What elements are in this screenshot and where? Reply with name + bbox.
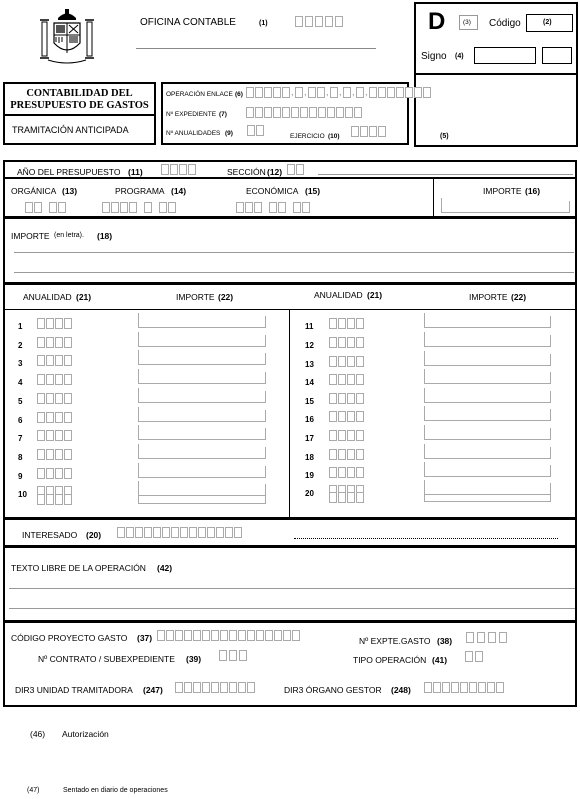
anualidad-label-right: ANUALIDAD bbox=[314, 290, 363, 300]
annuity-row-number: 2 bbox=[18, 341, 23, 350]
importe-label: IMPORTE bbox=[483, 186, 522, 196]
annuity-year-cells[interactable] bbox=[329, 337, 364, 348]
annuity-year-cells[interactable] bbox=[37, 468, 72, 479]
annuity-row-number: 10 bbox=[18, 490, 27, 499]
dir3-unidad-label: DIR3 UNIDAD TRAMITADORA bbox=[15, 685, 133, 695]
programa-label: PROGRAMA bbox=[115, 186, 165, 196]
annuity-row-number: 4 bbox=[18, 378, 23, 387]
annuity-year-cells[interactable] bbox=[37, 412, 72, 423]
importe-ref-left: (22) bbox=[218, 292, 234, 302]
section-label: SECCIÓN bbox=[227, 167, 266, 177]
annuity-amount-field[interactable] bbox=[138, 447, 266, 459]
annuities-column-divider bbox=[289, 309, 290, 518]
importe-letra-ref: (18) bbox=[97, 231, 113, 241]
annuity-row-number: 3 bbox=[18, 359, 23, 368]
office-name-line bbox=[136, 48, 376, 49]
coat-of-arms-icon bbox=[38, 8, 96, 66]
texto-libre-line-2[interactable] bbox=[9, 608, 575, 609]
enlace-cells[interactable]: , , , , , , bbox=[246, 87, 431, 98]
annuity-amount-field[interactable] bbox=[138, 391, 266, 403]
expediente-ref: (7) bbox=[219, 111, 227, 118]
expte-gasto-ref: (38) bbox=[437, 636, 453, 646]
annuity-row-number: 15 bbox=[305, 397, 314, 406]
tipo-op-ref: (41) bbox=[432, 655, 448, 665]
interesado-label: INTERESADO bbox=[22, 530, 78, 540]
annuity-amount-field[interactable] bbox=[424, 354, 551, 366]
annuity-year-cells[interactable] bbox=[37, 393, 72, 404]
title-subtitle: TRAMITACIÓN ANTICIPADA bbox=[12, 125, 129, 135]
ejercicio-label: EJERCICIO bbox=[290, 133, 325, 140]
annuity-row-number: 17 bbox=[305, 434, 314, 443]
dir3-organo-cells[interactable] bbox=[424, 682, 504, 693]
annuity-amount-field[interactable] bbox=[138, 428, 266, 440]
annuity-year-cells[interactable] bbox=[329, 430, 364, 441]
annuity-amount-field[interactable] bbox=[424, 409, 551, 421]
annuity-year-cells[interactable] bbox=[37, 494, 72, 505]
annuity-amount-field[interactable] bbox=[138, 466, 266, 478]
programa-ref: (14) bbox=[171, 186, 187, 196]
annuity-amount-field[interactable] bbox=[138, 353, 266, 365]
code-ref: (2) bbox=[543, 19, 552, 26]
organica-cells[interactable] bbox=[25, 202, 66, 213]
expte-gasto-label: Nº EXPTE.GASTO bbox=[359, 636, 431, 646]
annuity-amount-field[interactable] bbox=[138, 372, 266, 384]
annuity-amount-field[interactable] bbox=[138, 316, 266, 328]
annuity-row-number: 12 bbox=[305, 341, 314, 350]
enlace-label: OPERACIÓN ENLACE bbox=[166, 91, 233, 98]
tipo-op-label: TIPO OPERACIÓN bbox=[353, 655, 427, 665]
anualidades-label: Nº ANUALIDADES bbox=[166, 130, 221, 137]
annuity-amount-field[interactable] bbox=[424, 391, 551, 403]
dir3-unidad-cells[interactable] bbox=[175, 682, 255, 693]
office-ref: (1) bbox=[259, 20, 268, 27]
economica-label: ECONÓMICA bbox=[246, 186, 299, 196]
annuity-year-cells[interactable] bbox=[329, 356, 364, 367]
year-ref: (11) bbox=[128, 167, 143, 177]
importe-letra-line-1[interactable] bbox=[14, 252, 574, 253]
ejercicio-ref: (10) bbox=[328, 133, 340, 140]
sign-input-2[interactable] bbox=[542, 47, 572, 64]
importe-label-left: IMPORTE bbox=[176, 292, 215, 302]
anualidad-ref-left: (21) bbox=[76, 292, 92, 302]
code-label: Código bbox=[489, 18, 521, 29]
importe-letra-label: IMPORTE bbox=[11, 231, 50, 241]
auth-label: Autorización bbox=[62, 729, 109, 739]
title-line-1: CONTABILIDAD DEL bbox=[26, 88, 133, 99]
section-name-line bbox=[318, 174, 573, 175]
section-cells[interactable] bbox=[287, 164, 304, 175]
texto-libre-section bbox=[3, 546, 577, 622]
sign-ref: (4) bbox=[455, 53, 464, 60]
importe-letra-line-2[interactable] bbox=[14, 272, 574, 273]
annuity-year-cells[interactable] bbox=[329, 374, 364, 385]
anualidades-cells[interactable] bbox=[247, 125, 264, 136]
doc-letter-ref: (3) bbox=[463, 19, 471, 26]
annuity-row-number: 7 bbox=[18, 434, 23, 443]
annuity-amount-field[interactable] bbox=[138, 410, 266, 422]
annuity-year-cells[interactable] bbox=[37, 355, 72, 366]
contrato-label: Nº CONTRATO / SUBEXPEDIENTE bbox=[38, 654, 175, 664]
dir3-unidad-ref: (247) bbox=[143, 685, 163, 695]
economica-ref: (15) bbox=[305, 186, 321, 196]
annuities-header-divider bbox=[4, 309, 576, 310]
annuity-year-cells[interactable] bbox=[37, 449, 72, 460]
texto-libre-line-1[interactable] bbox=[9, 588, 575, 589]
annuity-row-number: 13 bbox=[305, 360, 314, 369]
auth-ref: (46) bbox=[30, 729, 46, 739]
annuity-row-number: 20 bbox=[305, 489, 314, 498]
budget-importe-divider bbox=[433, 178, 434, 217]
contrato-ref: (39) bbox=[186, 654, 202, 664]
importe-ref: (16) bbox=[525, 186, 541, 196]
texto-libre-label: TEXTO LIBRE DE LA OPERACIÓN bbox=[11, 563, 146, 573]
proyecto-label: CÓDIGO PROYECTO GASTO bbox=[11, 633, 128, 643]
diario-ref: (47) bbox=[27, 787, 40, 794]
sign-input[interactable] bbox=[474, 47, 536, 64]
economica-cells[interactable] bbox=[236, 202, 310, 213]
annuity-year-cells[interactable] bbox=[37, 337, 72, 348]
importe-ref-right: (22) bbox=[511, 292, 527, 302]
box5-ref: (5) bbox=[440, 133, 449, 140]
programa-cells[interactable] bbox=[102, 202, 176, 213]
importe-label-right: IMPORTE bbox=[469, 292, 508, 302]
code-box-divider bbox=[415, 73, 577, 75]
annuity-amount-field[interactable] bbox=[424, 335, 551, 347]
office-label: OFICINA CONTABLE bbox=[140, 17, 236, 28]
doc-letter: D bbox=[428, 8, 446, 35]
annuity-year-cells[interactable] bbox=[37, 374, 72, 385]
texto-libre-ref: (42) bbox=[157, 563, 173, 573]
annuity-amount-field[interactable] bbox=[424, 465, 551, 477]
annuity-row-number: 11 bbox=[305, 322, 314, 331]
dir3-organo-label: DIR3 ÓRGANO GESTOR bbox=[284, 685, 382, 695]
annuity-amount-field[interactable] bbox=[138, 335, 266, 347]
year-cells[interactable] bbox=[161, 164, 196, 175]
ejercicio-cells[interactable] bbox=[351, 126, 386, 137]
anualidad-label-left: ANUALIDAD bbox=[23, 292, 72, 302]
proyecto-cells[interactable] bbox=[157, 630, 300, 641]
importe-field[interactable] bbox=[441, 201, 570, 213]
annuity-year-cells[interactable] bbox=[329, 449, 364, 460]
annuity-year-cells[interactable] bbox=[37, 430, 72, 441]
annuity-amount-field[interactable] bbox=[424, 316, 551, 328]
annuity-year-cells[interactable] bbox=[329, 492, 364, 503]
annuity-row-number: 18 bbox=[305, 453, 314, 462]
interesado-name-line[interactable] bbox=[294, 538, 558, 539]
annuity-year-cells[interactable] bbox=[329, 318, 364, 329]
annuity-year-cells[interactable] bbox=[329, 467, 364, 478]
annuity-row-number: 5 bbox=[18, 397, 23, 406]
title-line-2: PRESUPUESTO DE GASTOS bbox=[10, 100, 149, 111]
interesado-cells[interactable] bbox=[117, 527, 242, 538]
tipo-op-cells[interactable] bbox=[465, 651, 483, 662]
diario-label: Sentado en diario de operaciones bbox=[63, 787, 168, 794]
annuity-row-number: 1 bbox=[18, 322, 23, 331]
annuity-year-cells[interactable] bbox=[329, 393, 364, 404]
annuity-row-number: 8 bbox=[18, 453, 23, 462]
expte-gasto-cells[interactable] bbox=[466, 632, 507, 643]
year-label: AÑO DEL PRESUPUESTO bbox=[17, 167, 121, 177]
expediente-label: Nº EXPEDIENTE bbox=[166, 111, 217, 118]
importe-letra-section bbox=[3, 217, 577, 284]
annuity-amount-field[interactable] bbox=[424, 372, 551, 384]
annuity-amount-field[interactable] bbox=[424, 447, 551, 459]
proyecto-ref: (37) bbox=[137, 633, 153, 643]
annuity-amount-field[interactable] bbox=[138, 492, 266, 504]
section-ref: (12) bbox=[267, 167, 283, 177]
organica-label: ORGÁNICA bbox=[11, 186, 57, 196]
budget-divider bbox=[4, 177, 576, 179]
organica-ref: (13) bbox=[62, 186, 78, 196]
title-divider bbox=[4, 114, 155, 116]
annuity-row-number: 19 bbox=[305, 471, 314, 480]
annuity-row-number: 16 bbox=[305, 415, 314, 424]
expediente-cells[interactable] bbox=[246, 107, 362, 118]
annuity-row-number: 9 bbox=[18, 472, 23, 481]
anualidades-ref: (9) bbox=[225, 130, 233, 137]
annuity-row-number: 6 bbox=[18, 416, 23, 425]
enlace-ref: (6) bbox=[235, 91, 243, 98]
annuity-row-number: 14 bbox=[305, 378, 314, 387]
annuity-amount-field[interactable] bbox=[424, 428, 551, 440]
sign-label: Signo bbox=[421, 51, 447, 62]
office-code-cells[interactable] bbox=[295, 16, 343, 27]
importe-letra-paren: (en letra). bbox=[54, 232, 84, 239]
dir3-organo-ref: (248) bbox=[391, 685, 411, 695]
annuity-year-cells[interactable] bbox=[329, 411, 364, 422]
annuity-year-cells[interactable] bbox=[37, 318, 72, 329]
annuity-amount-field[interactable] bbox=[424, 490, 551, 502]
anualidad-ref-right: (21) bbox=[367, 290, 383, 300]
contrato-cells[interactable] bbox=[219, 650, 247, 661]
interesado-ref: (20) bbox=[86, 530, 102, 540]
